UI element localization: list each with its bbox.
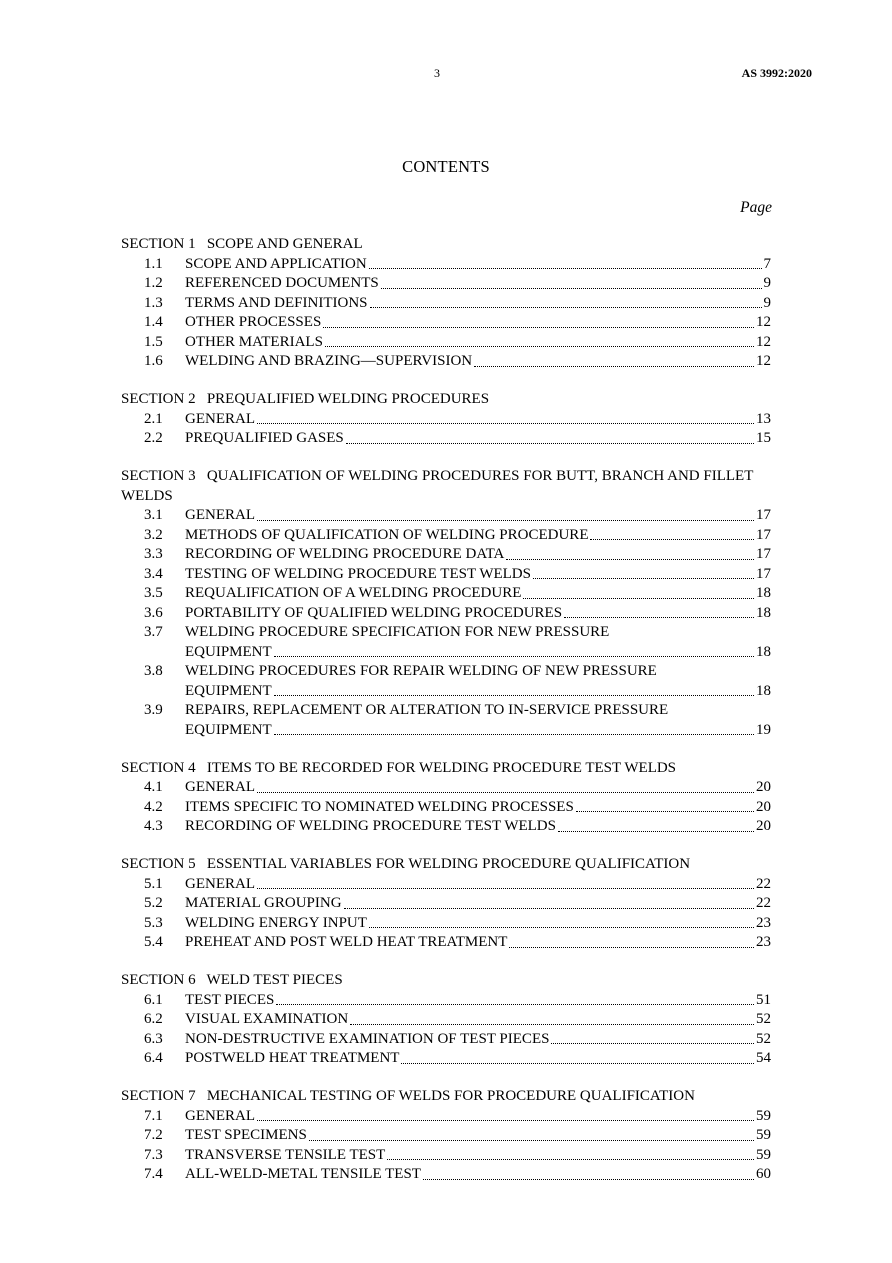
- entry-page: 59: [756, 1127, 771, 1143]
- entry-number: 6.4: [144, 1050, 163, 1066]
- toc-entry[interactable]: [121, 255, 771, 275]
- entry-page: 23: [756, 934, 771, 950]
- toc-entry[interactable]: [121, 294, 771, 314]
- leader-dots: [276, 1004, 754, 1005]
- leader-dots: [350, 1024, 754, 1025]
- entry-title: GENERAL: [185, 875, 255, 892]
- entry-page: 17: [756, 546, 771, 562]
- leader-dots: [523, 598, 754, 599]
- entry-title-continued: EQUIPMENT: [185, 643, 272, 660]
- entry-page: 60: [756, 1166, 771, 1182]
- entry-number: 1.5: [144, 333, 163, 350]
- leader-dots: [257, 888, 754, 889]
- toc-entry[interactable]: [121, 565, 771, 585]
- entry-page: 19: [756, 721, 771, 738]
- entry-title: PREQUALIFIED GASES: [185, 430, 344, 446]
- entry-title: NON-DESTRUCTIVE EXAMINATION OF TEST PIECES: [185, 1030, 550, 1047]
- toc-entry[interactable]: [121, 817, 771, 837]
- entry-number: 7.3: [144, 1146, 163, 1163]
- entry-number: 3.9: [144, 702, 163, 718]
- toc-section: [121, 235, 771, 372]
- entry-title: POSTWELD HEAT TREATMENT: [185, 1050, 400, 1066]
- toc-entry[interactable]: [121, 1107, 771, 1127]
- entry-page: 22: [756, 875, 771, 892]
- entry-page: 17: [756, 507, 771, 523]
- entry-number: 3.6: [144, 604, 163, 621]
- entry-number: 1.1: [144, 255, 163, 272]
- entry-title: TEST PIECES: [185, 991, 275, 1008]
- entry-title-continued: EQUIPMENT: [185, 721, 272, 738]
- toc-entry[interactable]: [121, 352, 771, 372]
- leader-dots: [533, 578, 754, 579]
- entry-title: GENERAL: [185, 507, 255, 523]
- entry-page: 13: [756, 410, 771, 427]
- entry-title: WELDING PROCEDURES FOR REPAIR WELDING OF NEW PRESSURE: [185, 663, 657, 679]
- entry-page: 9: [763, 294, 771, 311]
- entry-title-continued: EQUIPMENT: [185, 682, 272, 699]
- entry-page: 7: [763, 255, 771, 272]
- leader-dots: [369, 268, 762, 269]
- section-title[interactable]: SECTION 4 ITEMS TO BE RECORDED FOR WELDING PROCEDURE TEST WELDS: [121, 759, 677, 776]
- entry-page: 52: [756, 1030, 771, 1047]
- leader-dots: [387, 1159, 754, 1160]
- entry-page: 18: [756, 604, 771, 621]
- entry-title: ALL-WELD-METAL TENSILE TEST: [185, 1166, 421, 1182]
- toc-entry[interactable]: [121, 1165, 771, 1185]
- entry-title: RECORDING OF WELDING PROCEDURE DATA: [185, 546, 505, 562]
- entry-number: 5.2: [144, 895, 163, 911]
- entry-number: 5.1: [144, 875, 163, 892]
- entry-title: PORTABILITY OF QUALIFIED WELDING PROCEDURES: [185, 604, 563, 621]
- entry-number: 7.1: [144, 1107, 163, 1124]
- toc-entry[interactable]: [121, 991, 771, 1011]
- leader-dots: [257, 792, 754, 793]
- entry-page: 20: [756, 818, 771, 834]
- leader-dots: [257, 423, 754, 424]
- entry-number: 4.3: [144, 818, 163, 834]
- entry-page: 15: [756, 430, 771, 446]
- entry-title: VISUAL EXAMINATION: [185, 1011, 349, 1027]
- entry-title: GENERAL: [185, 410, 255, 427]
- entry-number: 3.5: [144, 585, 163, 601]
- leader-dots: [369, 927, 754, 928]
- entry-title: PREHEAT AND POST WELD HEAT TREATMENT: [185, 934, 508, 950]
- toc-entry[interactable]: [121, 914, 771, 934]
- entry-number: 1.6: [144, 353, 163, 369]
- toc-section: [121, 855, 771, 953]
- leader-dots: [576, 811, 754, 812]
- entry-number: 1.3: [144, 294, 163, 311]
- entry-number: 3.2: [144, 526, 163, 543]
- section-title[interactable]: SECTION 5 ESSENTIAL VARIABLES FOR WELDING PROCEDURE QUALIFICATION: [121, 856, 691, 872]
- page-column-label: Page: [740, 199, 772, 216]
- leader-dots: [274, 734, 754, 735]
- leader-dots: [558, 831, 754, 832]
- leader-dots: [506, 559, 754, 560]
- entry-title: TRANSVERSE TENSILE TEST: [185, 1146, 386, 1163]
- toc-entry[interactable]: [121, 506, 771, 526]
- entry-number: 6.3: [144, 1030, 163, 1047]
- entry-number: 7.4: [144, 1166, 163, 1182]
- toc-entry[interactable]: [121, 1126, 771, 1146]
- entry-page: 17: [756, 526, 771, 543]
- entry-page: 22: [756, 895, 771, 911]
- toc-section: [121, 1087, 771, 1185]
- entry-page: 59: [756, 1146, 771, 1163]
- entry-number: 5.3: [144, 914, 163, 931]
- entry-number: 7.2: [144, 1127, 163, 1143]
- entry-title: SCOPE AND APPLICATION: [185, 255, 367, 272]
- leader-dots: [381, 288, 762, 289]
- entry-page: 17: [756, 565, 771, 582]
- page-number: 3: [434, 66, 440, 80]
- entry-number: 6.1: [144, 991, 163, 1008]
- leader-dots: [325, 346, 754, 347]
- section-title[interactable]: SECTION 7 MECHANICAL TESTING OF WELDS FOR PROCEDURE QUALIFICATION: [121, 1088, 695, 1104]
- toc-entry[interactable]: [121, 778, 771, 798]
- entry-title: REFERENCED DOCUMENTS: [185, 275, 379, 291]
- leader-dots: [346, 443, 754, 444]
- toc-entry[interactable]: [121, 584, 771, 604]
- toc-section: [121, 467, 771, 740]
- entry-page: 18: [756, 643, 771, 660]
- entry-number: 1.4: [144, 314, 163, 330]
- standard-number: AS 3992:2020: [741, 66, 812, 80]
- entry-title: WELDING PROCEDURE SPECIFICATION FOR NEW PRESSURE: [185, 624, 610, 640]
- section-title[interactable]: SECTION 3 QUALIFICATION OF WELDING PROCEDURES FOR BUTT, BRANCH AND FILLET WELDS: [121, 468, 757, 504]
- leader-dots: [309, 1140, 754, 1141]
- toc-entry[interactable]: [121, 1030, 771, 1050]
- toc-section: [121, 390, 771, 449]
- entry-page: 20: [756, 779, 771, 795]
- leader-dots: [257, 1120, 754, 1121]
- entry-page: 20: [756, 798, 771, 815]
- leader-dots: [474, 366, 754, 367]
- entry-page: 12: [756, 314, 771, 330]
- entry-title: GENERAL: [185, 779, 255, 795]
- entry-number: 1.2: [144, 275, 163, 291]
- toc-entry[interactable]: [121, 604, 771, 624]
- entry-number: 3.7: [144, 624, 163, 640]
- leader-dots: [401, 1063, 754, 1064]
- section-title[interactable]: SECTION 2 PREQUALIFIED WELDING PROCEDURES: [121, 391, 490, 407]
- entry-number: 2.1: [144, 410, 163, 427]
- entry-page: 18: [756, 585, 771, 601]
- entry-page: 12: [756, 353, 771, 369]
- toc-entry[interactable]: [121, 623, 771, 662]
- entry-title: TEST SPECIMENS: [185, 1127, 307, 1143]
- toc-entry[interactable]: [121, 313, 771, 333]
- entry-title: METHODS OF QUALIFICATION OF WELDING PROCEDURE: [185, 526, 589, 543]
- entry-number: 3.4: [144, 565, 163, 582]
- toc-section: [121, 759, 771, 837]
- entry-number: 3.3: [144, 546, 163, 562]
- toc-entry[interactable]: [121, 333, 771, 353]
- entry-number: 4.1: [144, 779, 163, 795]
- toc-entry[interactable]: [121, 875, 771, 895]
- leader-dots: [323, 327, 754, 328]
- toc-entry[interactable]: [121, 894, 771, 914]
- leader-dots: [370, 307, 762, 308]
- section-title[interactable]: SECTION 1 SCOPE AND GENERAL: [121, 236, 363, 252]
- toc-entry[interactable]: [121, 662, 771, 701]
- leader-dots: [344, 908, 754, 909]
- entry-title: REPAIRS, REPLACEMENT OR ALTERATION TO IN-SERVICE PRESSURE: [185, 702, 669, 718]
- leader-dots: [509, 947, 754, 948]
- toc-entry[interactable]: [121, 701, 771, 740]
- leader-dots: [274, 656, 754, 657]
- entry-page: 18: [756, 682, 771, 699]
- entry-title: ITEMS SPECIFIC TO NOMINATED WELDING PROCESSES: [185, 798, 574, 815]
- entry-number: 6.2: [144, 1011, 163, 1027]
- toc-entry[interactable]: [121, 933, 771, 953]
- leader-dots: [257, 520, 754, 521]
- leader-dots: [551, 1043, 754, 1044]
- toc-entry[interactable]: [121, 1010, 771, 1030]
- entry-page: 54: [756, 1050, 771, 1066]
- leader-dots: [274, 695, 754, 696]
- entry-number: 2.2: [144, 430, 163, 446]
- entry-number: 5.4: [144, 934, 163, 950]
- entry-page: 23: [756, 914, 771, 931]
- entry-number: 3.8: [144, 663, 163, 679]
- entry-page: 12: [756, 333, 771, 350]
- entry-number: 3.1: [144, 507, 163, 523]
- toc-entry[interactable]: [121, 1146, 771, 1166]
- entry-page: 59: [756, 1107, 771, 1124]
- entry-page: 51: [756, 991, 771, 1008]
- entry-title: RECORDING OF WELDING PROCEDURE TEST WELDS: [185, 818, 556, 834]
- entry-title: REQUALIFICATION OF A WELDING PROCEDURE: [185, 585, 522, 601]
- entry-title: MATERIAL GROUPING: [185, 895, 342, 911]
- entry-page: 9: [763, 275, 771, 291]
- entry-title: TERMS AND DEFINITIONS: [185, 294, 368, 311]
- toc-entry[interactable]: [121, 545, 771, 565]
- toc-entry[interactable]: [121, 274, 771, 294]
- leader-dots: [590, 539, 754, 540]
- entry-number: 4.2: [144, 798, 163, 815]
- leader-dots: [423, 1179, 754, 1180]
- section-title[interactable]: SECTION 6 WELD TEST PIECES: [121, 972, 343, 988]
- entry-title: WELDING AND BRAZING—SUPERVISION: [185, 353, 473, 369]
- entry-title: GENERAL: [185, 1107, 255, 1124]
- entry-page: 52: [756, 1011, 771, 1027]
- entry-title: WELDING ENERGY INPUT: [185, 914, 367, 931]
- toc-entry[interactable]: [121, 798, 771, 818]
- contents-title: CONTENTS: [402, 157, 490, 176]
- leader-dots: [564, 617, 754, 618]
- toc-entry[interactable]: [121, 429, 771, 449]
- entry-title: OTHER MATERIALS: [185, 333, 323, 350]
- toc-section: [121, 971, 771, 1069]
- toc-entry[interactable]: [121, 526, 771, 546]
- entry-title: OTHER PROCESSES: [185, 314, 322, 330]
- table-of-contents: [121, 235, 771, 1203]
- toc-entry[interactable]: [121, 410, 771, 430]
- toc-entry[interactable]: [121, 1049, 771, 1069]
- entry-title: TESTING OF WELDING PROCEDURE TEST WELDS: [185, 565, 531, 582]
